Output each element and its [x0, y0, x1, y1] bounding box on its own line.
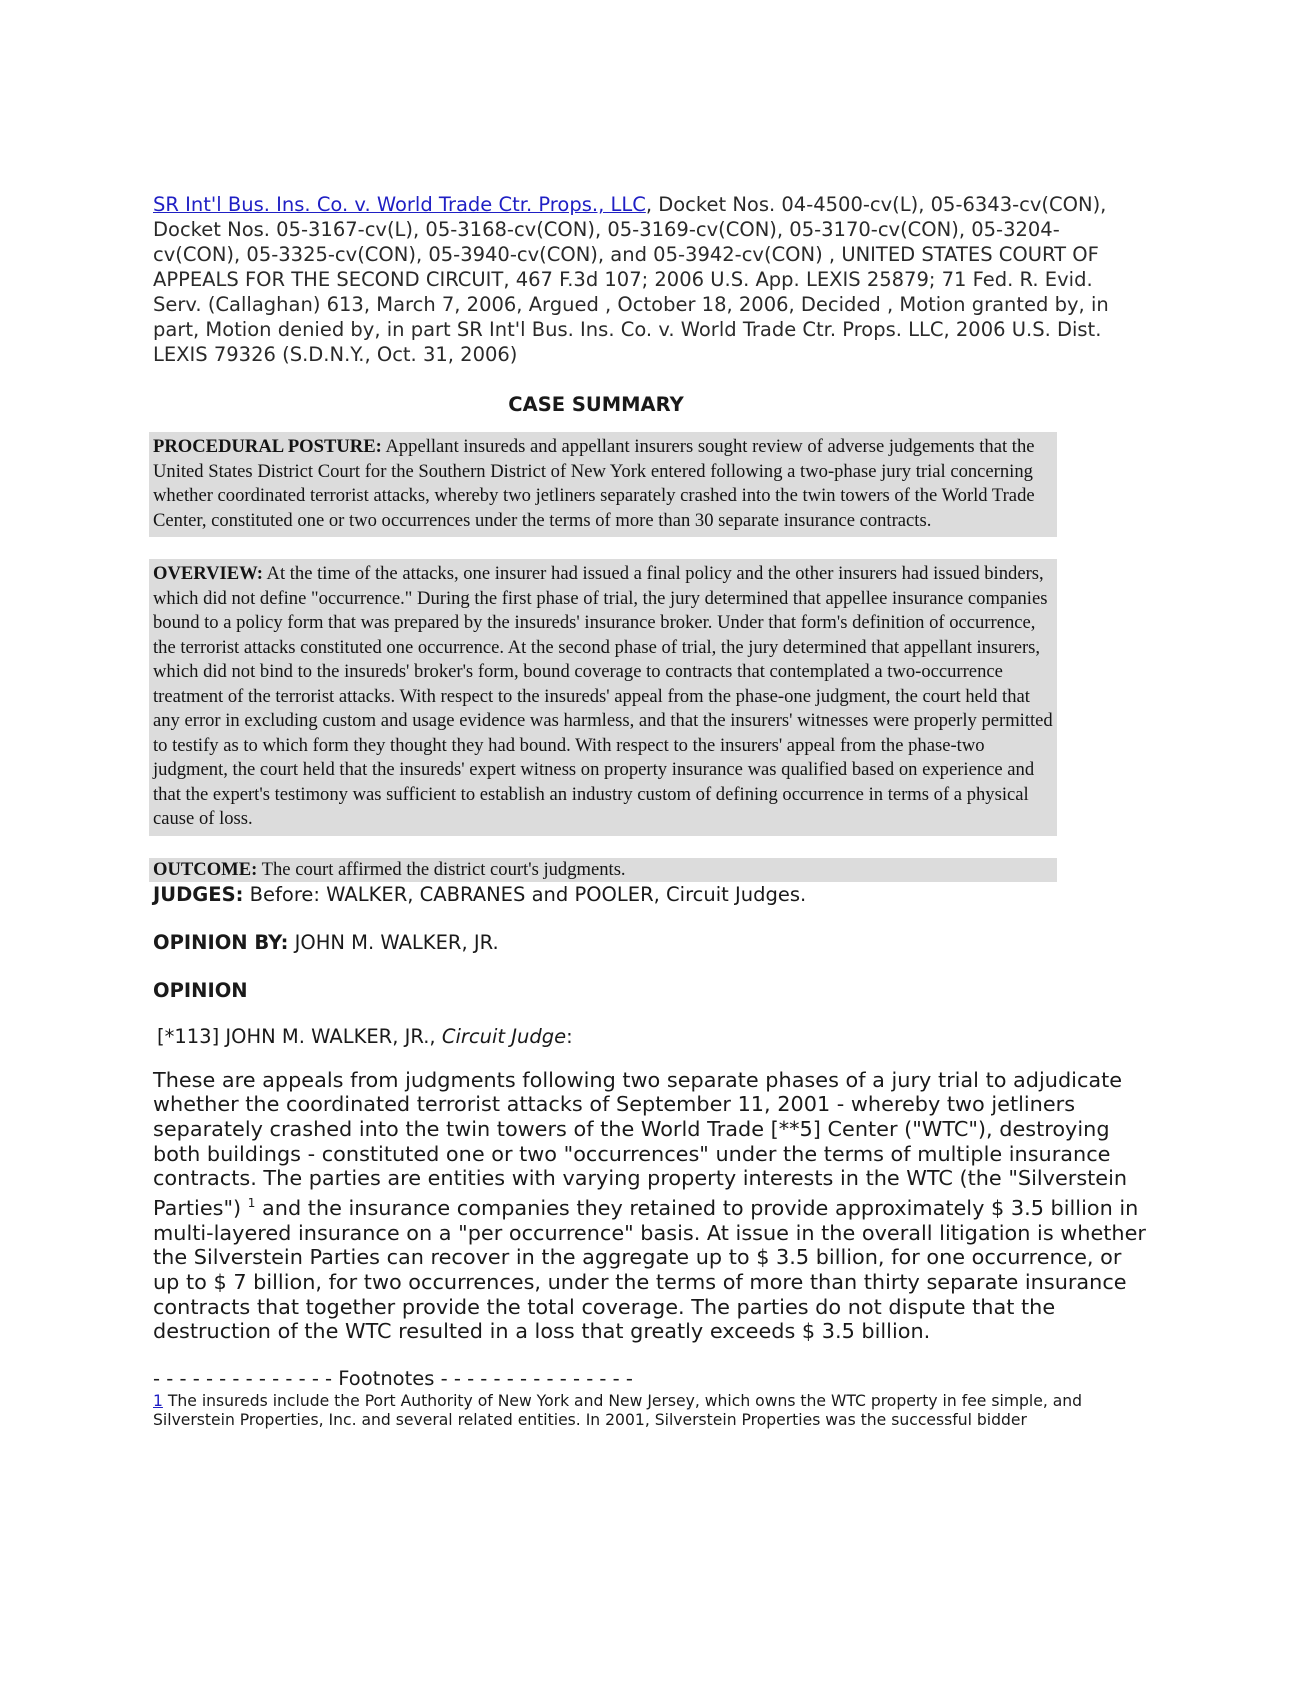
- judges-text: Before: WALKER, CABRANES and POOLER, Circuit Judges.: [243, 882, 807, 906]
- paragraph-part-1: These are appeals from judgments following two separate phases of a jury trial to adjudicate whether the coordinated terrorist attacks of September 11, 2001 - whereby two jetliners separately crashed into the twin towers of the World Trade: [153, 1067, 1123, 1141]
- case-summary-heading: CASE SUMMARY: [508, 393, 684, 416]
- procedural-posture-label: PROCEDURAL POSTURE:: [153, 436, 382, 457]
- opinion-author-line: [157, 1024, 1143, 1050]
- opinion-author-title: Circuit Judge: [441, 1024, 567, 1048]
- opinion-author: JOHN M. WALKER, JR.,: [219, 1024, 442, 1048]
- judges-label: JUDGES:: [153, 882, 244, 906]
- outcome-section: [149, 858, 1057, 882]
- case-citation: [153, 192, 1143, 367]
- opinion-paragraph: [153, 1068, 1148, 1345]
- opinion-heading: OPINION: [153, 978, 248, 1002]
- opinion-author-suffix: :: [566, 1024, 573, 1048]
- footnote-number-link[interactable]: 1: [153, 1392, 163, 1411]
- footnote-text: The insureds include the Port Authority of New York and New Jersey, which owns the WTC property in fee simple, and Silverstein Properties, Inc. and several related entities. In 2001, Silverstein Properties was the successful bidder: [153, 1392, 1083, 1430]
- citation-details: , Docket Nos. 04-4500-cv(L), 05-6343-cv(CON), Docket Nos. 05-3167-cv(L), 05-3168-cv(CON), 05-3169-cv(CON), 05-3170-cv(CON), 05-3204-cv(CON), 05-3325-cv(CON), 05-3940-cv(CON), and 05-3942-cv(CON) , UNITED STATES COURT OF APPEALS FOR THE SECOND CIRCUIT, 467 F.3d 107; 2006 U.S. App. LEXIS 25879; 71 Fed. R. Evid. Serv. (Callaghan) 613, March 7, 2006, Argued , October 18, 2006, Decided , Motion granted by, in part, Motion denied by, in part SR Int'l Bus. Ins. Co. v. World Trade Ctr. Props. LLC, 2006 U.S. Dist. LEXIS 79326 (S.D.N.Y., Oct. 31, 2006): [153, 193, 1109, 366]
- paragraph-part-3: and the insurance companies they retained to provide approximately $ 3.5 billion in multi-layered insurance on a "per occurrence" basis. At issue in the overall litigation is whether the Silverstein Parties can recover in the aggregate up to $ 3.5 billion, for one occurrence, or up to $ 7 billion, for two occurrences, under the terms of more than thirty separate insurance contracts that together provide the total coverage. The parties do not dispute that the destruction of the WTC resulted in a loss that greatly exceeds $ 3.5 billion.: [153, 1195, 1146, 1344]
- document-page: [153, 192, 1146, 1430]
- footnote-marker[interactable]: 1: [247, 1196, 256, 1211]
- outcome-text: The court affirmed the district court's judgments.: [257, 858, 626, 880]
- overview-label: OVERVIEW:: [153, 563, 263, 584]
- opinion-by-text: JOHN M. WALKER, JR.: [288, 930, 499, 954]
- overview-text: At the time of the attacks, one insurer had issued a final policy and the other insurers had issued binders, which did not define "occurrence." During the first phase of trial, the jury determined that appellee insurance companies bound to a policy form that was prepared by the insureds' insurance broker. Under that form's definition of occurrence, the terrorist attacks constituted one occurrence. At the second phase of trial, the jury determined that appellant insurers, which did not bind to the insureds' broker's form, bound coverage to contracts that contemplated a two-occurrence treatment of the terrorist attacks. With respect to the insureds' appeal from the phase-one judgment, the court held that any error in excluding custom and usage evidence was harmless, and that the insurers' witnesses were properly permitted to testify as to which form they thought they had bound. With respect to the insurers' appeal from the phase-two judgment, the court held that the insureds' expert witness on property insurance was qualified based on experience and that the expert's testimony was sufficient to establish an industry custom of defining occurrence in terms of a physical cause of loss.: [153, 563, 1053, 829]
- paragraph-part-2: Center ("WTC"), destroying both buildings - constituted one or two "occurrences" under the terms of multiple insurance contracts. The parties are entities with varying property interests in the WTC (the "Silverstein Parties"): [153, 1116, 1128, 1220]
- footnote-item: [153, 1392, 1148, 1430]
- opinion-by-label: OPINION BY:: [153, 930, 289, 954]
- procedural-posture-text: Appellant insureds and appellant insurers sought review of adverse judgements that the United States District Court for the Southern District of New York entered following a two-phase jury trial concerning whether coordinated terrorist attacks, whereby two jetliners separately crashed into the twin towers of the World Trade Center, constituted one or two occurrences under the terms of more than 30 separate insurance contracts.: [153, 436, 1035, 531]
- judges-line: [153, 882, 1143, 908]
- page-reference: [*113]: [157, 1024, 220, 1048]
- opinion-by-line: [153, 930, 1143, 956]
- case-title-link[interactable]: SR Int'l Bus. Ins. Co. v. World Trade Ctr. Props., LLC: [153, 193, 646, 216]
- page-reference-2: [**5]: [770, 1116, 821, 1141]
- outcome-label: OUTCOME:: [153, 858, 258, 880]
- overview-section: [149, 559, 1057, 836]
- footnotes-divider: - - - - - - - - - - - - - - Footnotes - - - - - - - - - - - - - - -: [153, 1367, 633, 1391]
- procedural-posture-section: [149, 432, 1057, 537]
